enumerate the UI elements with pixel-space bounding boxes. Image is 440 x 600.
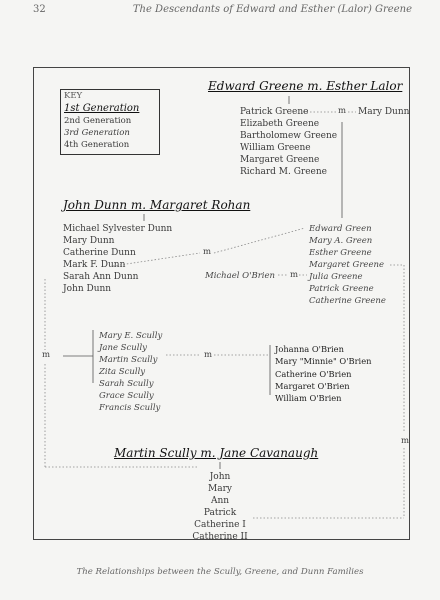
scully-child: Ann <box>210 496 230 506</box>
scully-child: Catherine II <box>192 532 248 542</box>
dunn-child: Sarah Ann Dunn <box>63 272 139 282</box>
dunn-child: Mary Dunn <box>63 236 115 246</box>
page-number: 32 <box>33 4 46 15</box>
greene-grandchild: Patrick Greene <box>309 284 374 294</box>
scully-child: John <box>209 472 231 482</box>
figure-caption: The Relationships between the Scully, Greene, and Dunn Families <box>76 567 364 577</box>
key-label: KEY <box>64 91 83 101</box>
scully-child: Mary <box>208 484 232 494</box>
key-legend <box>60 89 160 155</box>
greene-child: William Greene <box>240 143 311 153</box>
marriage-mark: m <box>203 247 212 257</box>
greene-grandchild: Catherine Greene <box>309 296 386 306</box>
scully-couple-heading: Martin Scully m. Jane Cavanaugh <box>114 446 319 460</box>
greene-grandchild: Edward Green <box>309 224 372 234</box>
marriage-mark: m <box>42 350 51 360</box>
scully-sibling: Sarah Scully <box>99 379 154 389</box>
greene-spouse: Mary Dunn <box>358 107 410 117</box>
greene-child: Patrick Greene <box>240 107 309 117</box>
obrien-child: Mary "Minnie" O'Brien <box>275 356 372 367</box>
scully-siblings-list <box>99 330 162 414</box>
greene-child: Richard M. Greene <box>240 167 327 177</box>
obrien-child: William O'Brien <box>275 393 342 404</box>
scully-child: Catherine I <box>194 520 246 530</box>
key-first-generation: 1st Generation <box>64 103 140 114</box>
dunn-child: Mark F. Dunn <box>63 260 126 270</box>
scully-sibling: Francis Scully <box>99 403 161 413</box>
greene-couple-heading: Edward Greene m. Esther Lalor <box>208 79 403 93</box>
scully-child: Patrick <box>203 508 237 518</box>
greene-grandchild: Julia Greene <box>309 272 363 282</box>
greene-grandchildren-list <box>309 223 386 307</box>
running-title: The Descendants of Edward and Esther (Lalor) Greene <box>132 4 412 15</box>
greene-grandchild: Margaret Greene <box>309 260 384 270</box>
dunn-child: Michael Sylvester Dunn <box>63 224 173 234</box>
scully-sibling: Mary E. Scully <box>99 331 163 341</box>
marriage-mark: m <box>204 350 213 360</box>
greene-children-list <box>240 106 337 178</box>
marriage-mark: m <box>401 436 410 446</box>
key-second-generation: 2nd Generation <box>64 116 132 126</box>
marriage-mark: m <box>290 270 299 280</box>
greene-grandchild: Esther Greene <box>309 248 372 258</box>
scully-sibling: Grace Scully <box>99 391 154 401</box>
key-fourth-generation: 4th Generation <box>64 140 130 150</box>
dunn-children-list <box>63 223 172 295</box>
obrien-children-list <box>275 343 371 404</box>
key-third-generation: 3rd Generation <box>64 128 130 138</box>
greene-child: Elizabeth Greene <box>240 119 320 129</box>
greene-child: Margaret Greene <box>240 155 320 165</box>
obrien-spouse: Michael O'Brien <box>205 271 276 281</box>
greene-child: Bartholomew Greene <box>240 131 338 141</box>
obrien-child: Margaret O'Brien <box>275 380 350 391</box>
scully-sibling: Jane Scully <box>99 343 147 353</box>
dunn-couple-heading: John Dunn m. Margaret Rohan <box>63 198 251 212</box>
marriage-mark: m <box>338 106 347 116</box>
obrien-child: Catherine O'Brien <box>275 368 352 379</box>
scully-children-list <box>160 471 280 543</box>
scully-sibling: Martin Scully <box>99 355 158 365</box>
dunn-child: John Dunn <box>63 284 112 294</box>
obrien-child: Johanna O'Brien <box>275 344 344 354</box>
greene-grandchild: Mary A. Green <box>309 236 373 246</box>
scully-sibling: Zita Scully <box>99 367 146 377</box>
dunn-child: Catherine Dunn <box>63 248 136 258</box>
